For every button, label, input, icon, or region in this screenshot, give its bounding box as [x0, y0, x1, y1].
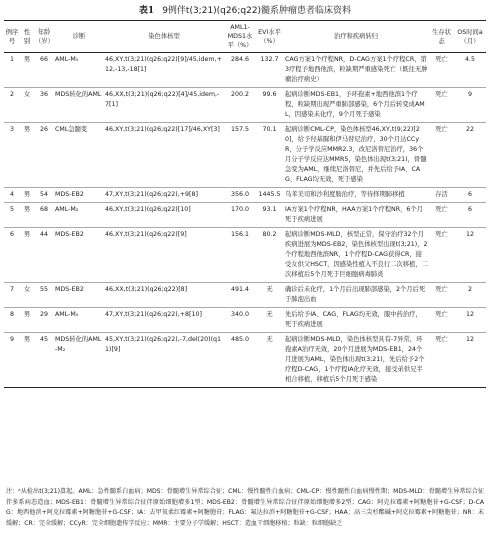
cell-karyotype: 46,XX,t(3;21)(q26;q22)[8] [105, 286, 188, 293]
cell-aml1: 170.0 [230, 206, 250, 213]
cell-no: 1 [9, 56, 14, 63]
column-header: 生存状态 [432, 28, 451, 45]
cell-diag: AML-M₅ [55, 56, 79, 63]
cell-age: 36 [39, 91, 48, 98]
cell-os: 4.5 [464, 56, 475, 63]
cell-os: 6 [467, 191, 472, 198]
cell-sex: 女 [23, 91, 31, 98]
table-body [4, 53, 486, 388]
table-row [4, 283, 486, 308]
table-row [4, 123, 486, 188]
cell-no: 8 [9, 311, 14, 318]
cell-age: 29 [39, 311, 48, 318]
column-header: 年龄（岁） [35, 28, 54, 45]
cell-status: 死亡 [435, 336, 448, 343]
cell-age: 55 [39, 286, 48, 293]
cell-no: 5 [9, 206, 14, 213]
cell-age: 45 [39, 336, 48, 343]
cell-karyotype: 46,XY,t(3;21)(q26;q22)[10] [105, 206, 191, 213]
cell-diag: CML急髓变 [55, 126, 88, 133]
cell-treatment: 起病诊断CML-CP，染色体核型46,XY,t(9;22)[20]，给予羟基脲和伊马替尼治疗，30个月达CCyR，分子学反应MMR2.3，改尼洛替尼治疗，36个月分子学反应达MMR5，染色体出现t(3;21)，骨髓急变为AML，继续尼洛替尼，并先后给予IA、CAG、FLAG均无效，死于感染 [285, 126, 427, 183]
table-header-row [4, 21, 486, 53]
cell-no: 9 [9, 336, 14, 343]
cell-sex: 男 [23, 336, 31, 343]
column-header: 例序号 [5, 28, 19, 45]
cell-evi: 无 [266, 286, 273, 293]
column-header: EVI水平（%） [258, 28, 281, 45]
cell-evi: 70.1 [262, 126, 277, 133]
cell-evi: 无 [266, 336, 273, 343]
cell-aml1: 491.4 [230, 286, 250, 293]
table-row [4, 53, 486, 88]
cell-diag: MDS-EB2 [55, 191, 84, 198]
cell-status: 死亡 [435, 286, 448, 293]
table-row [4, 333, 486, 388]
cell-os: 6 [467, 206, 472, 213]
cell-age: 54 [39, 191, 48, 198]
cell-no: 4 [9, 191, 14, 198]
cell-os: 22 [465, 126, 474, 133]
cell-aml1: 156.1 [230, 231, 250, 238]
column-header: AML1-MDS1水平（%） [227, 24, 253, 49]
cell-sex: 男 [23, 191, 31, 198]
cell-aml1: 340.0 [230, 311, 250, 318]
cell-treatment: 起病诊断MDS-EB1，予环孢素+地西他滨1个疗程，粒缺期出现严重肺部感染，6个月后转变成AML，因感染未化疗，9个月死于感染 [285, 91, 425, 118]
cell-sex: 男 [23, 206, 31, 213]
cell-aml1: 200.2 [230, 91, 250, 98]
cell-aml1: 356.0 [230, 191, 250, 198]
cell-diag: MDS-EB2 [55, 231, 84, 238]
cell-treatment: 起病诊断MDS-MLD，核型正常，保守治疗32个月疾病进展为MDS-EB2，染色体核型出现t(3;21)，2个疗程地西他滨NR，1个疗程D-CAG获得CR，接受女供父HSCT，因感染性植入不良行二次移植，二次移植后5个月死于巨细胞病毒肺炎 [285, 231, 428, 278]
cell-no: 6 [9, 231, 14, 238]
cell-age: 68 [39, 206, 48, 213]
cell-sex: 女 [23, 286, 31, 293]
cell-os: 12 [465, 311, 474, 318]
cell-status: 死亡 [435, 91, 448, 98]
cell-status: 死亡 [435, 56, 448, 63]
column-header: 染色体核型 [148, 33, 180, 40]
cell-aml1: 157.5 [230, 126, 250, 133]
table-row [4, 308, 486, 333]
cell-karyotype: 47,XY,t(3;21)(q26;q22),+8[10] [105, 311, 202, 318]
cell-karyotype: 46,XY,t(3;21)(q26;q22)[9]/45,idem,+12,-13,-18[1] [105, 56, 222, 73]
cell-diag: MDS转化的AML [55, 91, 102, 98]
cell-karyotype: 46,XY,t(3;21)(q26;q22)[17]/46,XY[3] [105, 126, 220, 133]
column-header: OS时间a（月） [457, 28, 483, 45]
cell-diag: MDS-EB2 [55, 286, 84, 293]
cell-no: 3 [9, 126, 14, 133]
cell-treatment: 起病诊断MDS-MLD，染色体核型具有-7异常，环孢素A治疗无效，20个月进展为MDS-EB1，24个月进展为AML，染色体出现t(3;21)，先后给予2个疗程D-CAG，1个疗程IA化疗无效，接受弟供兄半相合移植，移植后5个月死于感染 [285, 336, 425, 383]
cell-evi: 93.1 [262, 206, 277, 213]
cell-karyotype: 46,XX,t(3;21)(q26;q22)[4]/45,idem,-7[1] [105, 91, 220, 108]
cell-age: 44 [39, 231, 48, 238]
table-title [0, 5, 490, 17]
table-row [4, 88, 486, 123]
column-header: 治疗和疾病转归 [333, 33, 379, 40]
cell-treatment: CAG方案1个疗程NR，D-CAG方案1个疗程CR，第3疗程予地西他滨，粒缺期严重感染死亡（既往无肿瘤治疗病史） [285, 56, 428, 83]
table-footnote: 注：ᵃ从检出t(3;21)算起。AML：急性髓系白血病；MDS：骨髓增生异常综合征；CML：慢性髓性白血病；CML-CP：慢性髓性白血病慢性期；MDS-MLD：骨髓增生异常综合征伴多系病态造血；MDS-EB1：骨髓增生异常综合征伴原始细胞增多1型；MDS-EB2：骨髓增生异常综合征伴原始细胞增多2型；CAG：阿克拉霉素+阿糖胞苷+G-CSF；D-CAG：地西他滨+阿克拉霉素+阿糖胞苷+G-CSF；IA：去甲氧柔红霉素+阿糖胞苷；FLAG：氟达拉滨+阿糖胞苷+G-CSF；HAA：高三尖杉酯碱+阿克拉霉素+阿糖胞苷；NR：未缓解；CR：完全缓解；CCyR：完全细胞遗传学反应；MMR：主要分子学缓解；HSCT：造血干细胞移植；粒缺：粒细胞缺乏 [6, 488, 484, 527]
cell-no: 7 [9, 286, 14, 293]
cell-os: 2 [467, 286, 472, 293]
cell-evi: 99.6 [262, 91, 277, 98]
cell-aml1: 485.0 [230, 336, 250, 343]
cell-status: 存活 [435, 191, 448, 198]
cell-status: 死亡 [435, 231, 448, 238]
cell-sex: 男 [23, 126, 31, 133]
table-row [4, 228, 486, 283]
cell-evi: 132.7 [260, 56, 279, 63]
cell-status: 死亡 [435, 206, 448, 213]
cell-evi: 无 [266, 311, 273, 318]
cell-aml1: 284.6 [230, 56, 250, 63]
cell-sex: 男 [23, 231, 31, 238]
table-caption: 9例伴t(3;21)(q26;q22)髓系肿瘤患者临床资料 [162, 6, 352, 16]
cell-sex: 男 [23, 311, 31, 318]
cell-karyotype: 46,XY,t(3;21)(q26;q22)[9] [105, 231, 187, 238]
cell-os: 12 [465, 336, 474, 343]
cell-karyotype: 47,XY,t(3;21)(q26;q22),+9[8] [105, 191, 198, 198]
cell-treatment: IA方案1个疗程NR，HAA方案1个疗程NR，6个月死于疾病进展 [285, 206, 424, 223]
cell-karyotype: 45,XY,t(3;21)(q26;q22),-7,del(20)(q11)[9] [105, 336, 222, 353]
cell-no: 2 [9, 91, 14, 98]
cell-evi: 80.2 [262, 231, 277, 238]
cell-diag: AML-M₅ [55, 311, 79, 318]
cell-status: 死亡 [435, 311, 448, 318]
cell-treatment: 确诊后未化疗，1个月后出现肺部感染，2个月后死于肺泡出血 [285, 286, 426, 303]
column-header: 性别 [23, 28, 31, 45]
cell-sex: 男 [23, 56, 31, 63]
cell-diag: AML-M₂ [55, 206, 79, 213]
cell-os: 9 [467, 91, 472, 98]
table-number: 表1 [138, 6, 155, 16]
cell-os: 12 [465, 231, 474, 238]
cell-status: 死亡 [435, 126, 448, 133]
cell-age: 66 [39, 56, 48, 63]
cell-evi: 1445.5 [258, 191, 281, 198]
cell-treatment: 先后给予IA、CAG、FLAG均无效，服中药治疗，死于疾病进展 [285, 311, 422, 328]
clinical-data-table [4, 20, 486, 388]
cell-age: 26 [39, 126, 48, 133]
table-row [4, 188, 486, 203]
table-row [4, 203, 486, 228]
cell-diag: MDS转化的AML-M₂ [55, 336, 102, 353]
column-header: 诊断 [72, 33, 86, 40]
cell-treatment: 乌苯美司和沙利度胺治疗，等待择期肺移植 [285, 191, 405, 198]
